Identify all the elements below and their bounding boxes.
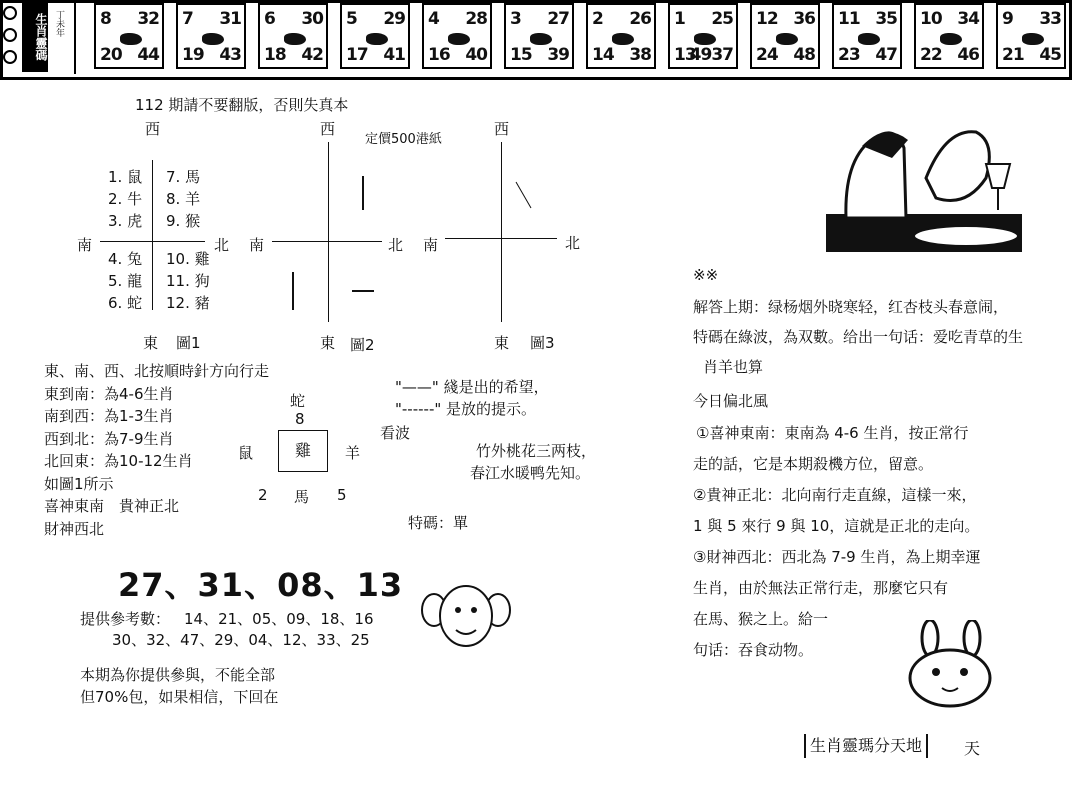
explanation-line: 在馬、猴之上。給一 (693, 610, 829, 628)
zodiac-number-cell (996, 3, 1066, 69)
rule-line: 西到北：為7-9生肖 (44, 429, 174, 448)
zodiac-number-cell (176, 3, 246, 69)
cell-number: 7 (182, 9, 193, 29)
fig3-label: 圖3 (530, 334, 555, 352)
zodiac-number-cell (504, 3, 574, 69)
mini-center-box: 雞 (278, 430, 328, 472)
zodiac-silhouette-icon (858, 33, 880, 45)
cell-number: 17 (346, 45, 368, 65)
answer-line-3: 肖羊也算 (703, 358, 764, 376)
mini-top-num: 8 (295, 410, 305, 428)
special-code: 特碼：單 (408, 514, 469, 532)
cell-number: 1 (674, 9, 685, 29)
fig3-axis (501, 142, 502, 322)
ring-icon (3, 50, 17, 64)
explanation-line: 句话：吞食动物。 (693, 641, 814, 659)
rabbit-illustration (900, 620, 1000, 710)
fig2-hope-line (362, 176, 364, 210)
fig3-west: 西 (494, 120, 510, 138)
answer-line-2: 特碼在綠波，為双數。给出一句话：爱吃青草的生 (693, 328, 1024, 346)
cell-number: 14 (592, 45, 614, 65)
fig2-south: 南 (249, 236, 265, 254)
cell-number: 13 (674, 45, 696, 65)
cell-number: 46 (957, 45, 979, 65)
wind-note: 今日偏北風 (693, 392, 769, 410)
zodiac-item: 10. 雞 (166, 250, 210, 268)
cell-number: 30 (301, 9, 323, 29)
cell-number: 38 (629, 45, 651, 65)
fig2-west: 西 (320, 120, 336, 138)
fig2-label: 圖2 (350, 336, 375, 354)
kanbo-label: 看波 (380, 424, 411, 442)
rule-line: 財神西北 (44, 519, 105, 538)
cell-number: 24 (756, 45, 778, 65)
zodiac-number-cell (832, 3, 902, 69)
mini-bottom-mid: 馬 (294, 488, 310, 506)
cell-number: 19 (182, 45, 204, 65)
rule-line: 北回東：為10-12生肖 (44, 452, 193, 470)
zodiac-item: 3. 虎 (108, 212, 143, 230)
zodiac-item: 2. 牛 (108, 190, 143, 208)
cell-number: 9 (1002, 9, 1013, 29)
zodiac-number-cell (94, 3, 164, 69)
cell-number: 22 (920, 45, 942, 65)
legend-line-2: "------" 是放的提示。 (395, 400, 537, 418)
cell-number: 11 (838, 9, 860, 29)
cell-number: 47 (875, 45, 897, 65)
year-label: 丁未年 (54, 10, 64, 37)
cell-number: 33 (1039, 9, 1061, 29)
zodiac-silhouette-icon (202, 33, 224, 45)
zodiac-item: 12. 豬 (166, 294, 210, 312)
zodiac-number-cell (586, 3, 656, 69)
cell-number: 44 (137, 45, 159, 65)
fig2-hline (272, 241, 382, 242)
fig1-west: 西 (145, 120, 161, 138)
cell-number: 6 (264, 9, 275, 29)
cell-number: 39 (547, 45, 569, 65)
zodiac-number-cell (914, 3, 984, 69)
cell-number: 32 (137, 9, 159, 29)
rule-line: 東、南、西、北按順時針方向行走 (44, 362, 270, 380)
price-label: 定價500港紙 (365, 132, 442, 147)
zodiac-number-cell (258, 3, 328, 69)
zodiac-number-cell (340, 3, 410, 69)
zodiac-number-cell (750, 3, 820, 69)
fig3-east: 東 (494, 334, 510, 352)
zodiac-item: 5. 龍 (108, 272, 143, 290)
zodiac-item: 8. 羊 (166, 190, 201, 208)
cell-number: 8 (100, 9, 111, 29)
closing-line-2: 但70%包，如果相信，下回在 (80, 688, 279, 706)
zodiac-silhouette-icon (776, 33, 798, 45)
cell-number: 27 (547, 9, 569, 29)
cell-number: 36 (793, 9, 815, 29)
cell-number: 16 (428, 45, 450, 65)
footer-slogan-box: 生肖靈瑪分天地 (804, 734, 928, 758)
cell-number: 40 (465, 45, 487, 65)
fig3-hline (445, 238, 557, 239)
cell-number: 10 (920, 9, 942, 29)
zodiac-item: 11. 狗 (166, 272, 210, 290)
cell-number: 4937 (689, 45, 733, 65)
cell-number: 45 (1039, 45, 1061, 65)
zodiac-number-cell (668, 3, 738, 69)
fig2-north: 北 (388, 236, 404, 254)
explanation-line: ①喜神東南：東南為 4-6 生肖，按正常行 (696, 424, 969, 442)
fig2-hope-line (292, 272, 294, 310)
zodiac-silhouette-icon (694, 33, 716, 45)
mini-right: 羊 (345, 444, 361, 462)
cell-number: 48 (793, 45, 815, 65)
cell-number: 21 (1002, 45, 1024, 65)
fig1-label: 圖1 (176, 334, 201, 352)
cell-number: 26 (629, 9, 651, 29)
fig1-hline (100, 241, 205, 242)
zodiac-silhouette-icon (366, 33, 388, 45)
ring-icon (3, 6, 17, 20)
legend-line-1: "——" 綫是出的希望， (395, 378, 549, 396)
zodiac-silhouette-icon (120, 33, 142, 45)
zodiac-silhouette-icon (612, 33, 634, 45)
rule-line: 如圖1所示 (44, 474, 114, 493)
fig1-north: 北 (214, 236, 230, 254)
monkey-illustration (420, 584, 512, 650)
cell-number: 42 (301, 45, 323, 65)
fig1-south: 南 (77, 236, 93, 254)
cell-number: 15 (510, 45, 532, 65)
cell-number: 12 (756, 9, 778, 29)
mini-bottom-right: 5 (337, 486, 347, 504)
explanation-line: ③財神西北：西北為 7-9 生肖，為上期幸運 (693, 548, 981, 566)
brand-box (0, 0, 76, 74)
diners-illustration (826, 118, 1022, 252)
fig2-axis (328, 142, 329, 322)
zodiac-item: 9. 猴 (166, 212, 201, 230)
cell-number: 35 (875, 9, 897, 29)
poem-line-2: 春江水暖鸭先知。 (470, 464, 591, 482)
zodiac-silhouette-icon (530, 33, 552, 45)
cell-number: 2 (592, 9, 603, 29)
explanation-line: 1 與 5 來行 9 與 10，這就是正北的走向。 (693, 517, 980, 535)
marks: ※※ (693, 266, 719, 284)
rule-line: 南到西：為1-3生肖 (44, 407, 174, 425)
cell-number: 25 (711, 9, 733, 29)
cell-number: 28 (465, 9, 487, 29)
fig3-north: 北 (565, 234, 581, 252)
zodiac-item: 7. 馬 (166, 168, 201, 186)
copyright-notice: 112 期請不要翻版，否則失真本 (135, 96, 349, 114)
rule-line: 東到南：為4-6生肖 (44, 384, 174, 403)
fig2-hope-line (352, 290, 374, 292)
fig1-axis (152, 160, 153, 310)
zodiac-silhouette-icon (940, 33, 962, 45)
cell-number: 18 (264, 45, 286, 65)
cell-number: 20 (100, 45, 122, 65)
zodiac-item: 1. 鼠 (108, 168, 143, 186)
cell-number: 43 (219, 45, 241, 65)
explanation-line: 走的話，它是本期殺機方位，留意。 (693, 455, 934, 473)
explanation-line: 生肖，由於無法正常行走，那麼它只有 (693, 579, 949, 597)
zodiac-silhouette-icon (448, 33, 470, 45)
fig2-east: 東 (320, 334, 336, 352)
mini-left: 鼠 (238, 444, 254, 462)
fig1-east: 東 (143, 334, 159, 352)
cell-number: 4 (428, 9, 439, 29)
zodiac-number-cell (422, 3, 492, 69)
zodiac-item: 4. 兔 (108, 250, 143, 268)
main-numbers: 27、31、08、13 (118, 566, 404, 604)
cell-number: 5 (346, 9, 357, 29)
cell-number: 23 (838, 45, 860, 65)
zodiac-item: 6. 蛇 (108, 294, 143, 312)
answer-line-1: 解答上期：绿杨烟外晓寒轻，红杏枝头春意闹， (693, 298, 1009, 316)
zodiac-silhouette-icon (284, 33, 306, 45)
fig3-tip-line (516, 182, 532, 208)
poem-line-1: 竹外桃花三两枝， (476, 442, 597, 460)
zodiac-silhouette-icon (1022, 33, 1044, 45)
mini-bottom-left: 2 (258, 486, 268, 504)
ring-icon (3, 28, 17, 42)
reference-line-2: 30、32、47、29、04、12、33、25 (112, 631, 370, 649)
mini-top: 蛇 (290, 392, 306, 410)
fig3-south: 南 (423, 236, 439, 254)
closing-line-1: 本期為你提供參與，不能全部 (80, 666, 276, 684)
reference-label: 提供參考數： (80, 610, 171, 628)
cell-number: 29 (383, 9, 405, 29)
cell-number: 3 (510, 9, 521, 29)
cell-number: 34 (957, 9, 979, 29)
footer-tail: 天 (964, 739, 981, 758)
cell-number: 31 (219, 9, 241, 29)
zodiac-number-strip (0, 0, 1072, 80)
rule-line: 喜神東南 貴神正北 (44, 497, 180, 515)
cell-number: 41 (383, 45, 405, 65)
brand-title: 生肖靈碼 (22, 2, 48, 72)
explanation-line: ②貴神正北：北向南行走直線，這樣一來， (693, 486, 977, 504)
reference-line-1: 14、21、05、09、18、16 (184, 610, 374, 628)
